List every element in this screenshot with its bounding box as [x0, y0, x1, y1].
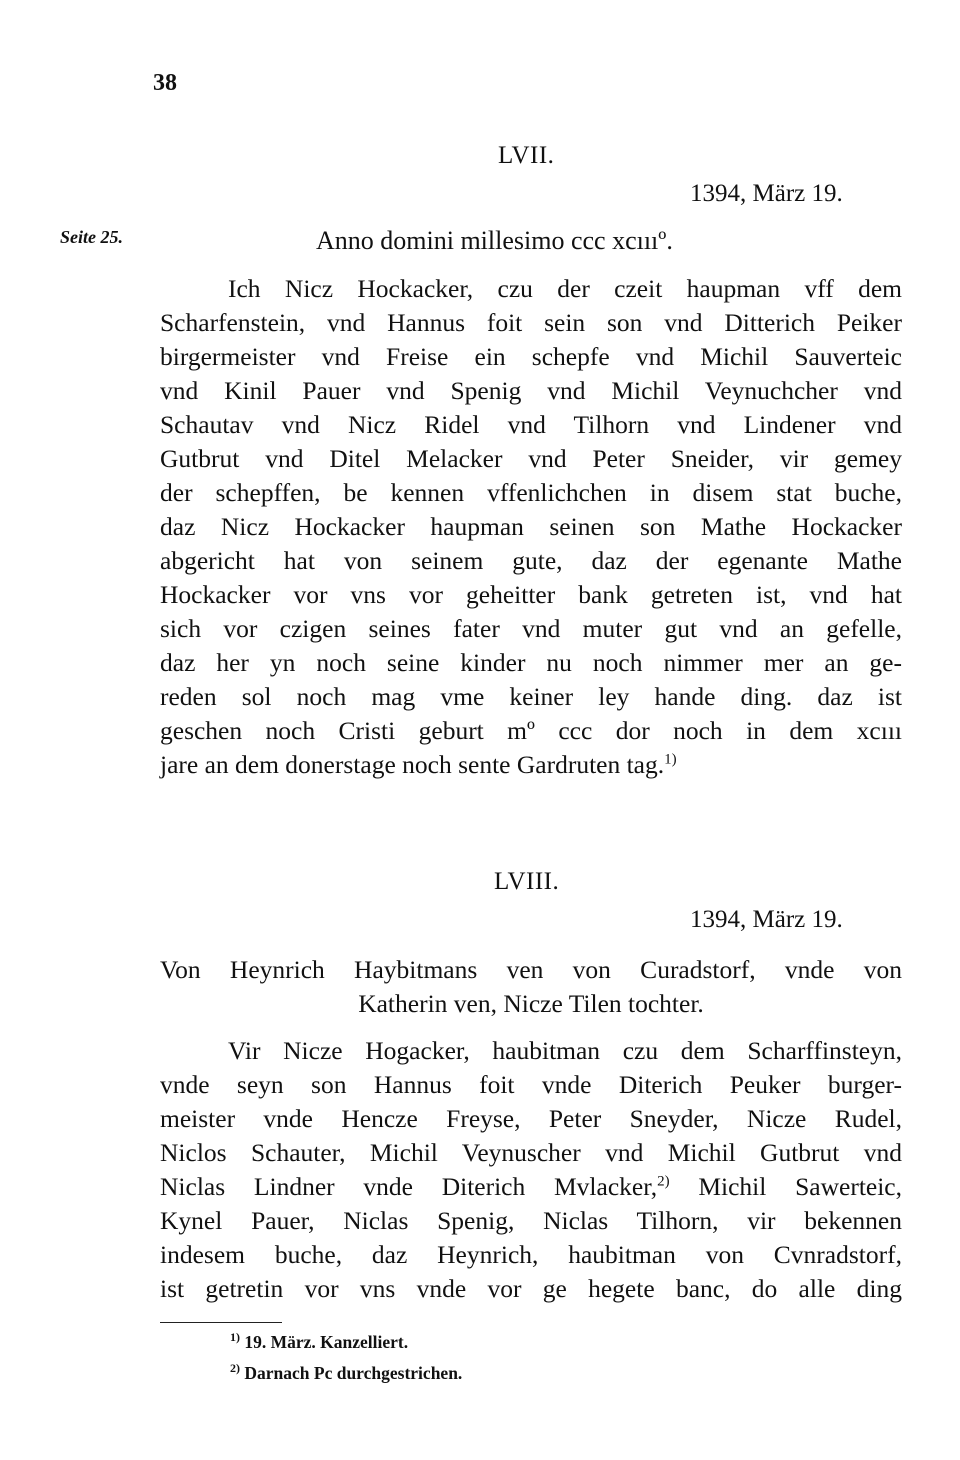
text-line: reden sol noch mag vme keiner ley hande ding. daz ist	[160, 682, 902, 711]
text-line: Scharfenstein, vnd Hannus foit sein son vnd Ditterich Peiker	[160, 308, 902, 337]
title-line: Von Heynrich Haybitmans ven von Curadstorf, vnde von	[160, 955, 902, 984]
section-date-lviii: 1394, März 19.	[690, 906, 843, 933]
footnote-mark: 1)	[230, 1330, 240, 1345]
text-line: abgericht hat von seinem gute, daz der egenante Mathe	[160, 546, 902, 575]
title-line: Katherin ven, Nicze Tilen tochter.	[358, 989, 704, 1018]
footnote-mark: 2)	[230, 1361, 240, 1376]
section-lviii-body	[160, 1034, 902, 1306]
text-line-content: Niclas Lindner vnde Diterich Mvlacker,	[160, 1172, 658, 1201]
text-line: der schepffen, be kennen vffenlichchen in disem stat buche,	[160, 478, 902, 507]
text-line: sich vor czigen seines fater vnd muter gut vnd an gefelle,	[160, 614, 902, 643]
footnote	[230, 1363, 462, 1384]
opening-formula: Anno domini millesimo ccc xcıııº.	[316, 226, 673, 255]
page-number: 38	[153, 70, 177, 96]
footnote	[230, 1332, 408, 1353]
text-line: vnd Kinil Pauer vnd Spenig vnd Michil Veynuchcher vnd	[160, 376, 902, 405]
text-line-content: Michil Sawerteic,	[669, 1172, 902, 1201]
text-line: birgermeister vnd Freise ein schepfe vnd Michil Sauverteic	[160, 342, 902, 371]
footnote-text: Darnach Pc durchgestrichen.	[240, 1363, 463, 1383]
section-heading-lviii: LVIII.	[494, 868, 560, 895]
footnote-text: 19. März. Kanzelliert.	[240, 1332, 409, 1352]
text-line: Hockacker vor vns vor geheitter bank getreten ist, vnd hat	[160, 580, 902, 609]
text-line: Niclos Schauter, Michil Veynuscher vnd Michil Gutbrut vnd	[160, 1138, 902, 1167]
text-line: Kynel Pauer, Niclas Spenig, Niclas Tilhorn, vir bekennen	[160, 1206, 902, 1235]
text-line	[160, 748, 902, 782]
text-line: vnde seyn son Hannus foit vnde Diterich Peuker burger-	[160, 1070, 902, 1099]
section-lvii-body	[160, 272, 902, 782]
section-date-lvii: 1394, März 19.	[690, 180, 843, 207]
margin-page-reference: Seite 25.	[60, 227, 123, 247]
footnote-reference: 1)	[664, 751, 677, 768]
text-line: daz Nicz Hockacker haupman seinen son Mathe Hockacker	[160, 512, 902, 541]
footnote-divider	[160, 1322, 282, 1323]
text-line: ist getretin vor vns vnde vor ge hegete banc, do alle ding	[160, 1274, 902, 1303]
footnote-reference: 2)	[657, 1173, 670, 1190]
section-lviii-title	[160, 953, 902, 1021]
text-line-content: jare an dem donerstage noch sente Gardruten tag.	[160, 750, 665, 779]
text-line: Schautav vnd Nicz Ridel vnd Tilhorn vnd Lindener vnd	[160, 410, 902, 439]
text-line: Vir Nicze Hogacker, haubitman czu dem Scharffinsteyn,	[228, 1036, 902, 1065]
text-line: geschen noch Cristi geburt mº ccc dor noch in dem xcııı	[160, 716, 902, 745]
text-line	[160, 1170, 902, 1204]
text-line: meister vnde Hencze Freyse, Peter Sneyder, Nicze Rudel,	[160, 1104, 902, 1133]
text-line: Gutbrut vnd Ditel Melacker vnd Peter Sneider, vir gemey	[160, 444, 902, 473]
text-line: Ich Nicz Hockacker, czu der czeit haupman vff dem	[228, 274, 902, 303]
section-heading-lvii: LVII.	[498, 142, 555, 169]
text-line: daz her yn noch seine kinder nu noch nimmer mer an ge-	[160, 648, 902, 677]
text-line: indesem buche, daz Heynrich, haubitman von Cvnradstorf,	[160, 1240, 902, 1269]
